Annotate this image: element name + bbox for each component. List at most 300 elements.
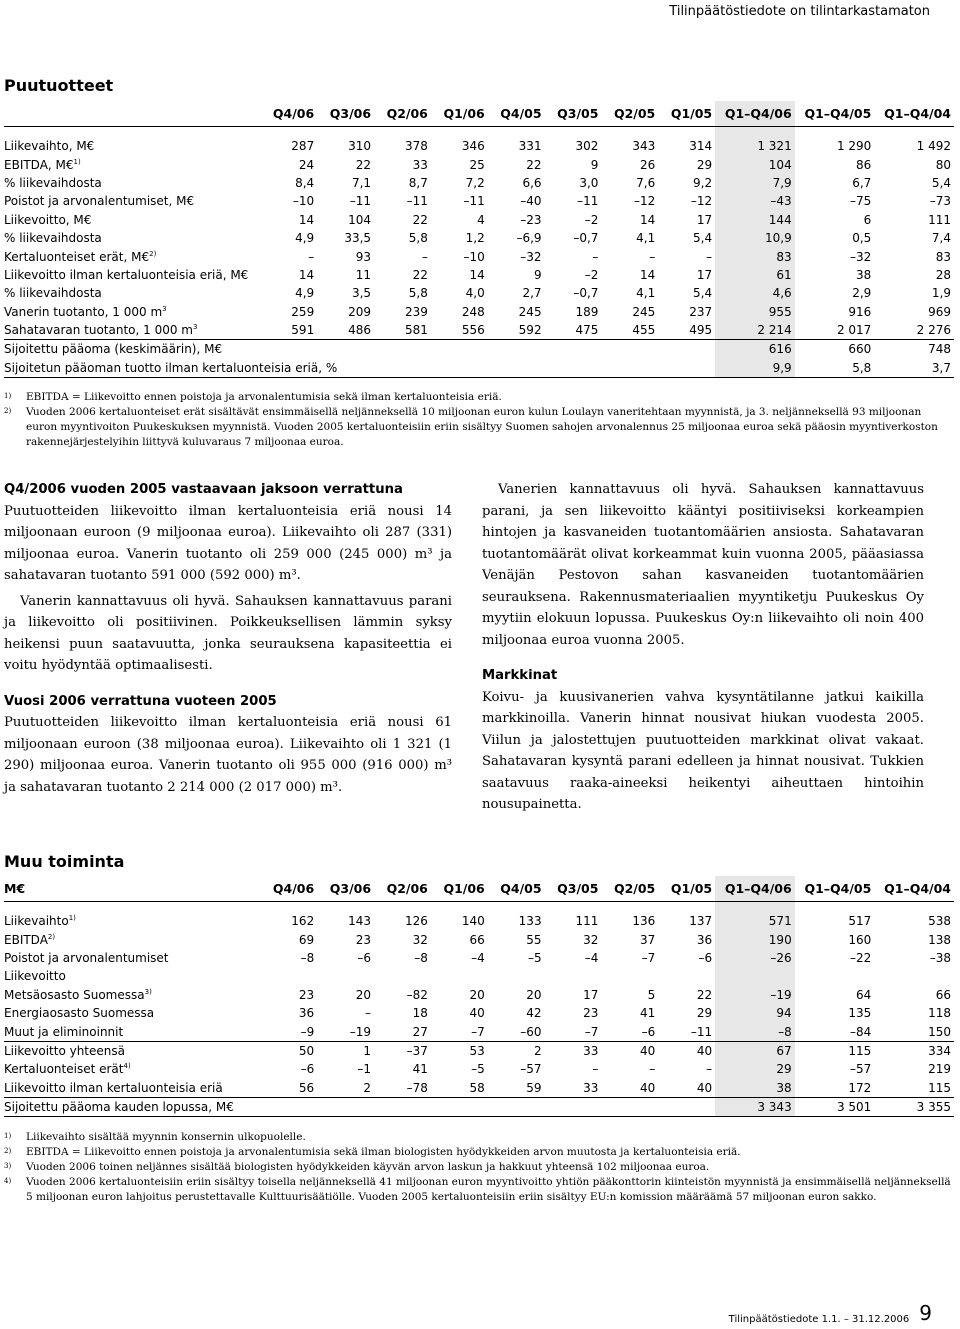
table-cell: 5,8 xyxy=(408,286,428,301)
table-cell: 3 343 xyxy=(715,1097,795,1116)
row-label-text: Liikevoitto xyxy=(4,969,66,984)
table-cell: –11 xyxy=(658,1022,715,1041)
row-label-text: EBITDA, M€ xyxy=(4,157,74,172)
table-cell: 14 xyxy=(639,267,656,282)
table-cell: 556 xyxy=(431,321,488,340)
table-cell: 916 xyxy=(848,304,872,319)
table-cell xyxy=(545,1097,602,1116)
row-label-text: Poistot ja arvonalentumiset xyxy=(4,950,169,965)
table-cell: –11 xyxy=(463,194,485,209)
table-cell: 69 xyxy=(298,932,315,947)
table-cell xyxy=(374,359,431,378)
table-cell: 287 xyxy=(291,139,315,154)
table-row xyxy=(4,174,954,192)
row-label-text: Sahatavaran tuotanto, 1 000 m xyxy=(4,323,193,338)
table-cell: 93 xyxy=(355,249,372,264)
table-cell: 3 501 xyxy=(795,1097,875,1116)
table-cell: 50 xyxy=(298,1043,315,1058)
column-header: Q1–Q4/06 xyxy=(715,876,795,902)
table-cell: 8,4 xyxy=(295,175,315,190)
table-row xyxy=(4,1004,954,1022)
table-cell: 94 xyxy=(715,1004,795,1022)
table-cell: 475 xyxy=(545,321,602,340)
row-label-superscript: 3) xyxy=(144,987,152,996)
table-cell: 59 xyxy=(488,1079,545,1098)
row-label-text: Sijoitetun pääoman tuotto ilman kertaluonteisia eriä, % xyxy=(4,360,338,375)
table-cell: –12 xyxy=(690,194,713,209)
footnote xyxy=(4,1160,954,1175)
table-cell: 38 xyxy=(856,267,872,282)
table-cell: 140 xyxy=(461,914,485,929)
column-header: Q4/05 xyxy=(488,876,545,902)
footnote-text: EBITDA = Liikevoitto ennen poistoja ja arvonalentumisia sekä ilman kertaluonteisia eriä. xyxy=(26,391,502,403)
table-cell: 56 xyxy=(260,1079,317,1098)
table-cell: 660 xyxy=(848,342,872,357)
table-cell: 581 xyxy=(374,321,431,340)
table-cell xyxy=(317,340,374,359)
table-row xyxy=(4,930,954,948)
row-label-superscript: 1) xyxy=(68,914,76,923)
table-cell: 3,0 xyxy=(579,175,599,190)
paragraph: Koivu- ja kuusivanerien vahva kysyntätilanne jatkui kaikilla markkinoilla. Vanerin hinnat nousivat hiukan vuodesta 2005. Viilun ja jalostettujen puutuotteiden markkinat olivat vakaat. Sahatavaran kysyntä parani edelleen ja hinnat nousivat. Tukkien saatavuus raaka-aineeksi heikentyi aiheuttaen hintoihin nousupainetta. xyxy=(482,689,924,812)
table-cell: 4,9 xyxy=(295,231,315,246)
table-row xyxy=(4,211,954,229)
table-cell: 378 xyxy=(404,139,428,154)
row-label xyxy=(4,192,260,210)
table-cell: 9 xyxy=(590,157,599,172)
row-label xyxy=(4,229,260,247)
table-cell: 969 xyxy=(928,304,951,319)
footnote-mark: 2) xyxy=(4,407,12,415)
table-cell: 517 xyxy=(848,914,872,929)
table-cell xyxy=(317,967,374,985)
table-row xyxy=(4,229,954,247)
table-cell: 38 xyxy=(715,1079,795,1098)
table-cell: 104 xyxy=(715,155,795,173)
table-cell: 32 xyxy=(412,932,428,947)
table-cell: 27 xyxy=(374,1022,431,1041)
table-cell: –0,7 xyxy=(573,286,599,301)
table-cell: 37 xyxy=(639,932,656,947)
table-cell: 2 214 xyxy=(715,321,795,340)
table-cell: 1,2 xyxy=(465,231,485,246)
table-cell: 7,2 xyxy=(465,175,485,190)
row-label xyxy=(4,211,260,229)
table-cell: 331 xyxy=(518,139,542,154)
table-cell: 245 xyxy=(518,304,542,319)
column-header: Q3/05 xyxy=(545,101,602,127)
row-label xyxy=(4,1097,260,1116)
table-cell: 115 xyxy=(848,1043,872,1058)
table-cell: 591 xyxy=(260,321,317,340)
table-cell: 955 xyxy=(715,303,795,321)
column-header: Q2/06 xyxy=(374,876,431,902)
table-cell: 592 xyxy=(488,321,545,340)
column-header: Q1–Q4/04 xyxy=(874,876,954,902)
table-cell: –6 xyxy=(698,950,713,965)
row-label xyxy=(4,155,260,173)
footnote xyxy=(4,405,954,450)
table-cell: 26 xyxy=(639,157,656,172)
section-title-puutuotteet: Puutuotteet xyxy=(4,76,114,95)
table-row xyxy=(4,266,954,284)
row-label-text: Liikevaihto xyxy=(4,914,69,929)
table-cell: – xyxy=(706,1062,713,1077)
table-cell: 22 xyxy=(696,987,713,1002)
table-row xyxy=(4,1022,954,1041)
table-cell: 17 xyxy=(696,212,713,227)
table-cell: 5 xyxy=(647,987,656,1002)
footnote xyxy=(4,1130,954,1145)
table-cell: 64 xyxy=(856,987,872,1002)
table-cell xyxy=(545,340,602,359)
column-header: Q3/06 xyxy=(317,876,374,902)
table-cell: – xyxy=(592,1062,599,1077)
table-cell: 24 xyxy=(298,157,315,172)
column-header: Q1–Q4/04 xyxy=(874,101,954,127)
page-number: 9 xyxy=(919,1301,932,1325)
table-cell: – xyxy=(649,249,656,264)
table-cell: 137 xyxy=(689,914,713,929)
text-column-right xyxy=(482,479,924,820)
row-label-text: Muut ja eliminoinnit xyxy=(4,1024,124,1039)
row-label xyxy=(4,284,260,302)
table-cell xyxy=(488,1097,545,1116)
table-cell: 346 xyxy=(461,139,485,154)
table-cell: 495 xyxy=(658,321,715,340)
table-cell: 55 xyxy=(526,932,542,947)
row-label xyxy=(4,912,260,930)
text-column-left xyxy=(4,479,452,802)
table-row xyxy=(4,1060,954,1078)
table-row xyxy=(4,1041,954,1060)
table-cell: 41 xyxy=(412,1062,428,1077)
table-cell: 20 xyxy=(469,987,485,1002)
column-header: Q2/06 xyxy=(374,101,431,127)
table-cell: 14 xyxy=(298,267,315,282)
muu-toiminta-footnotes xyxy=(4,1130,954,1205)
puutuotteet-table xyxy=(4,101,954,378)
table-cell: 83 xyxy=(715,247,795,265)
row-label-text: Kertaluonteiset erät xyxy=(4,1062,124,1077)
table-cell: 29 xyxy=(696,157,713,172)
table-cell: –6 xyxy=(357,950,372,965)
table-cell xyxy=(601,340,658,359)
table-cell: 23 xyxy=(583,1006,599,1021)
table-cell: 3,5 xyxy=(351,286,372,301)
row-label-text: % liikevaihdosta xyxy=(4,286,102,301)
table-cell: 28 xyxy=(935,267,951,282)
paragraph: Puutuotteiden liikevoitto ilman kertaluonteisia eriä nousi 14 miljoonaan euroon (9 miljoonaa euroa). Liikevaihto oli 287 (331) miljoonaa euroa. Vanerin tuotanto oli 259 000 (245 000) m³ ja sahatavaran tuotanto 591 000 (592 000) m³. xyxy=(4,503,452,583)
table-row xyxy=(4,284,954,302)
table-cell: –7 xyxy=(431,1022,488,1041)
table-cell: 616 xyxy=(715,340,795,359)
table-cell: 22 xyxy=(412,212,428,227)
table-cell: 66 xyxy=(935,987,951,1002)
table-cell: 33,5 xyxy=(344,231,372,246)
row-label-text: EBITDA xyxy=(4,932,48,947)
column-header: Q1–Q4/05 xyxy=(795,876,875,902)
table-cell: 3,7 xyxy=(874,359,954,378)
table-cell: –0,7 xyxy=(573,231,599,246)
table-cell: 8,7 xyxy=(408,175,428,190)
table-cell: –1 xyxy=(357,1062,372,1077)
table-cell: 6,7 xyxy=(852,175,872,190)
table-row xyxy=(4,155,954,173)
table-cell: –19 xyxy=(317,1022,374,1041)
table-cell: 136 xyxy=(632,914,656,929)
row-label-superscript: 3 xyxy=(193,323,198,332)
column-header: Q1/05 xyxy=(658,876,715,902)
table-cell: 9,9 xyxy=(715,359,795,378)
table-cell xyxy=(374,967,431,985)
table-cell: –75 xyxy=(850,194,872,209)
row-label-text: Kertaluonteiset erät, M€ xyxy=(4,249,150,264)
footnote-text: EBITDA = Liikevoitto ennen poistoja ja arvonalentumisia sekä ilman biologisten hyödykkeiden arvon muutosta ja kertaluonteisia eriä. xyxy=(26,1146,741,1158)
table-row xyxy=(4,192,954,210)
table-cell: –8 xyxy=(414,950,428,965)
table-cell: 29 xyxy=(715,1060,795,1078)
heading-q4: Q4/2006 vuoden 2005 vastaavaan jaksoon verrattuna xyxy=(4,482,403,497)
table-cell: 40 xyxy=(469,1006,485,1021)
table-cell: – xyxy=(649,1062,656,1077)
table-cell: 23 xyxy=(298,987,315,1002)
table-cell: –32 xyxy=(850,249,872,264)
table-cell: –6 xyxy=(601,1022,658,1041)
row-label-text: Liikevoitto ilman kertaluonteisia eriä xyxy=(4,1080,223,1095)
table-cell: –23 xyxy=(520,212,542,227)
table-cell: 5,8 xyxy=(408,231,428,246)
table-cell xyxy=(601,1097,658,1116)
table-cell: 571 xyxy=(715,912,795,930)
row-label xyxy=(4,321,260,340)
table-cell xyxy=(545,359,602,378)
table-row xyxy=(4,303,954,321)
table-cell: 22 xyxy=(355,157,372,172)
table-cell: 245 xyxy=(632,304,656,319)
table-cell: –10 xyxy=(292,194,315,209)
puutuotteet-footnotes xyxy=(4,390,954,450)
row-label-text: Metsäosasto Suomessa xyxy=(4,987,145,1002)
table-cell: 2,7 xyxy=(522,286,542,301)
table-cell: –32 xyxy=(520,249,542,264)
table-cell: 42 xyxy=(526,1006,542,1021)
table-cell xyxy=(431,359,488,378)
table-cell: 2 276 xyxy=(874,321,954,340)
footnote-text: Vuoden 2006 kertaluonteiset erät sisältävät ensimmäisellä neljänneksellä 10 miljoonan euron kulun Loulayn vaneritehtaan myynnistä, ja 3. neljänneksellä 93 miljoonan euron myyntivoiton Puukeskuksen myynnistä. Vuoden 2005 kertaluonteisiin eriin sisältyy Suomen sahojen arvonalennus 25 miljoonaa euroa sekä pääosin myyntiverkoston rakennejärjestelyihin liittyvä kuluvaraus 7 miljoonaa euroa. xyxy=(26,406,938,448)
footnote-mark: 1) xyxy=(4,392,12,400)
row-label-superscript: 3 xyxy=(162,304,167,313)
table-cell: 455 xyxy=(601,321,658,340)
table-cell: 1 290 xyxy=(836,139,872,154)
table-row xyxy=(4,359,954,378)
row-label xyxy=(4,1004,260,1022)
column-header: Q4/05 xyxy=(488,101,545,127)
table-cell: –6,9 xyxy=(516,231,542,246)
column-header: Q2/05 xyxy=(601,101,658,127)
table-cell: 239 xyxy=(404,304,428,319)
table-cell: 41 xyxy=(639,1006,656,1021)
table-header-row xyxy=(4,101,954,127)
table-cell xyxy=(488,359,545,378)
row-label xyxy=(4,1060,260,1078)
table-row xyxy=(4,137,954,155)
table-cell xyxy=(374,1097,431,1116)
table-cell: –40 xyxy=(520,194,542,209)
table-cell: 11 xyxy=(355,267,372,282)
table-cell: –10 xyxy=(463,249,485,264)
table-cell: 748 xyxy=(928,342,951,357)
column-header: Q4/06 xyxy=(260,876,317,902)
table-cell: 33 xyxy=(583,1043,599,1058)
table-cell: 4,1 xyxy=(636,286,656,301)
table-cell: 343 xyxy=(632,139,656,154)
table-cell: 1 321 xyxy=(715,137,795,155)
row-label xyxy=(4,1041,260,1060)
table-cell: 209 xyxy=(348,304,372,319)
table-row xyxy=(4,321,954,340)
table-cell: 144 xyxy=(715,211,795,229)
table-cell xyxy=(658,359,715,378)
row-label-superscript: 2) xyxy=(149,249,157,258)
table-cell: 143 xyxy=(348,914,372,929)
footnote-mark: 3) xyxy=(4,1162,12,1170)
table-cell: 259 xyxy=(291,304,315,319)
table-cell: 126 xyxy=(404,914,428,929)
row-label-superscript: 4) xyxy=(123,1062,131,1071)
paragraph: Puutuotteiden liikevoitto ilman kertaluonteisia eriä nousi 61 miljoonaan euroon (38 miljoonaa euroa). Liikevaihto oli 1 321 (1 290) miljoonaa euroa. Vanerin tuotanto oli 955 000 (916 000) m³ ja sahatavaran tuotanto 2 214 000 (2 017 000) m³. xyxy=(4,715,452,795)
table-cell: 111 xyxy=(928,212,951,227)
table-cell: 2 xyxy=(317,1079,374,1098)
table-cell: –4 xyxy=(471,950,485,965)
table-row xyxy=(4,1079,954,1098)
row-label xyxy=(4,174,260,192)
row-label-text: Energiaosasto Suomessa xyxy=(4,1006,155,1021)
table-cell: 5,4 xyxy=(693,231,713,246)
table-cell xyxy=(715,967,795,985)
table-cell: 133 xyxy=(518,914,542,929)
table-cell: –2 xyxy=(584,212,599,227)
table-cell xyxy=(545,967,602,985)
row-label-text: % liikevaihdosta xyxy=(4,175,102,190)
page-header: Tilinpäätöstiedote on tilintarkastamaton xyxy=(669,4,930,19)
table-cell: –57 xyxy=(850,1062,872,1077)
column-header: Q3/05 xyxy=(545,876,602,902)
table-cell: 32 xyxy=(583,932,599,947)
footnote xyxy=(4,1145,954,1160)
table-cell: 2 xyxy=(533,1043,542,1058)
table-cell: –7 xyxy=(641,950,656,965)
column-header: Q3/06 xyxy=(317,101,374,127)
heading-markkinat: Markkinat xyxy=(482,668,558,683)
table-cell: 115 xyxy=(874,1079,954,1098)
table-cell: 7,1 xyxy=(351,175,372,190)
table-cell: 162 xyxy=(291,914,315,929)
table-cell: –22 xyxy=(850,950,872,965)
table-corner-label: M€ xyxy=(4,876,260,902)
table-cell: 7,6 xyxy=(636,175,656,190)
table-cell: 138 xyxy=(928,932,951,947)
table-cell: –7 xyxy=(545,1022,602,1041)
table-cell xyxy=(601,967,658,985)
row-label-superscript: 2) xyxy=(47,932,56,941)
table-cell xyxy=(374,340,431,359)
table-cell: 10,9 xyxy=(715,229,795,247)
table-cell: –11 xyxy=(349,194,372,209)
footnote-mark: 4) xyxy=(4,1177,12,1185)
paragraph: Vanerin kannattavuus oli hyvä. Sahauksen kannattavuus parani ja liikevoitto oli positiivinen. Poikkeuksellisen lämmin syksy heikensi puun saatavuutta, jonka seurauksena kapasiteettia ei voitu hyödyntää optimaalisesti. xyxy=(4,593,452,673)
table-cell: 53 xyxy=(469,1043,485,1058)
table-cell: 17 xyxy=(696,267,713,282)
table-cell: 172 xyxy=(795,1079,875,1098)
page-footer xyxy=(729,1301,932,1325)
table-cell: 1 xyxy=(363,1043,372,1058)
table-row xyxy=(4,967,954,985)
table-cell: 219 xyxy=(928,1062,951,1077)
table-cell: 111 xyxy=(575,914,599,929)
table-cell: 190 xyxy=(715,930,795,948)
table-cell: 86 xyxy=(856,157,872,172)
table-cell: 20 xyxy=(355,987,372,1002)
row-label-text: Liikevoitto yhteensä xyxy=(4,1043,125,1058)
table-cell: –9 xyxy=(260,1022,317,1041)
table-cell: –43 xyxy=(715,192,795,210)
table-cell: – xyxy=(308,249,315,264)
footnote-mark: 2) xyxy=(4,1147,12,1155)
table-cell: 6,6 xyxy=(522,175,542,190)
table-cell xyxy=(488,340,545,359)
paragraph: Vanerien kannattavuus oli hyvä. Sahauksen kannattavuus parani, ja sen liikevoitto kääntyi positiiviseksi korkeampien hintojen ja kasvaneiden tuotantomäärien ansiosta. Sahatavaran tuotantomäärät olivat korkeammat kuin vuonna 2005, pääasiassa Venäjän Pestovon sahan kasvaneiden tuotantomäärien seurauksena. Rakennusmateriaalien myyntiketju Puukeskus Oy myytiin elokuun lopussa. Puukeskus Oy:n liikevaihto oli noin 400 miljoonaa euroa vuonna 2005. xyxy=(482,482,924,648)
row-label-text: Vanerin tuotanto, 1 000 m xyxy=(4,304,163,319)
table-cell: –26 xyxy=(715,949,795,967)
table-cell: 4,1 xyxy=(636,231,656,246)
muu-toiminta-table xyxy=(4,876,954,1117)
footnote xyxy=(4,390,954,405)
table-cell xyxy=(874,967,954,985)
column-header: Q2/05 xyxy=(601,876,658,902)
table-cell: 33 xyxy=(545,1079,602,1098)
table-cell: –5 xyxy=(527,950,542,965)
table-cell: –8 xyxy=(300,950,315,965)
table-cell: 7,9 xyxy=(715,174,795,192)
footnote-mark: 1) xyxy=(4,1132,12,1140)
table-cell: –57 xyxy=(520,1062,542,1077)
column-header: Q1–Q4/05 xyxy=(795,101,875,127)
table-cell: 160 xyxy=(848,932,872,947)
row-label-text: Sijoitettu pääoma kauden lopussa, M€ xyxy=(4,1100,234,1115)
row-label-text: Poistot ja arvonalentumiset, M€ xyxy=(4,194,195,209)
column-header: Q1/06 xyxy=(431,101,488,127)
table-cell: – xyxy=(421,249,428,264)
table-row xyxy=(4,949,954,967)
row-label xyxy=(4,137,260,155)
table-cell: 4,6 xyxy=(715,284,795,302)
table-row xyxy=(4,912,954,930)
column-header: Q1/06 xyxy=(431,876,488,902)
table-cell xyxy=(260,967,317,985)
table-cell xyxy=(658,1097,715,1116)
table-cell: 4 xyxy=(477,212,485,227)
table-cell: 23 xyxy=(355,932,372,947)
table-cell xyxy=(601,359,658,378)
table-cell: – xyxy=(365,1006,372,1021)
table-cell: 22 xyxy=(526,157,542,172)
table-cell: 25 xyxy=(469,157,485,172)
table-cell: 3 355 xyxy=(874,1097,954,1116)
table-cell xyxy=(658,967,715,985)
row-label xyxy=(4,303,260,321)
table-cell: – xyxy=(706,249,713,264)
